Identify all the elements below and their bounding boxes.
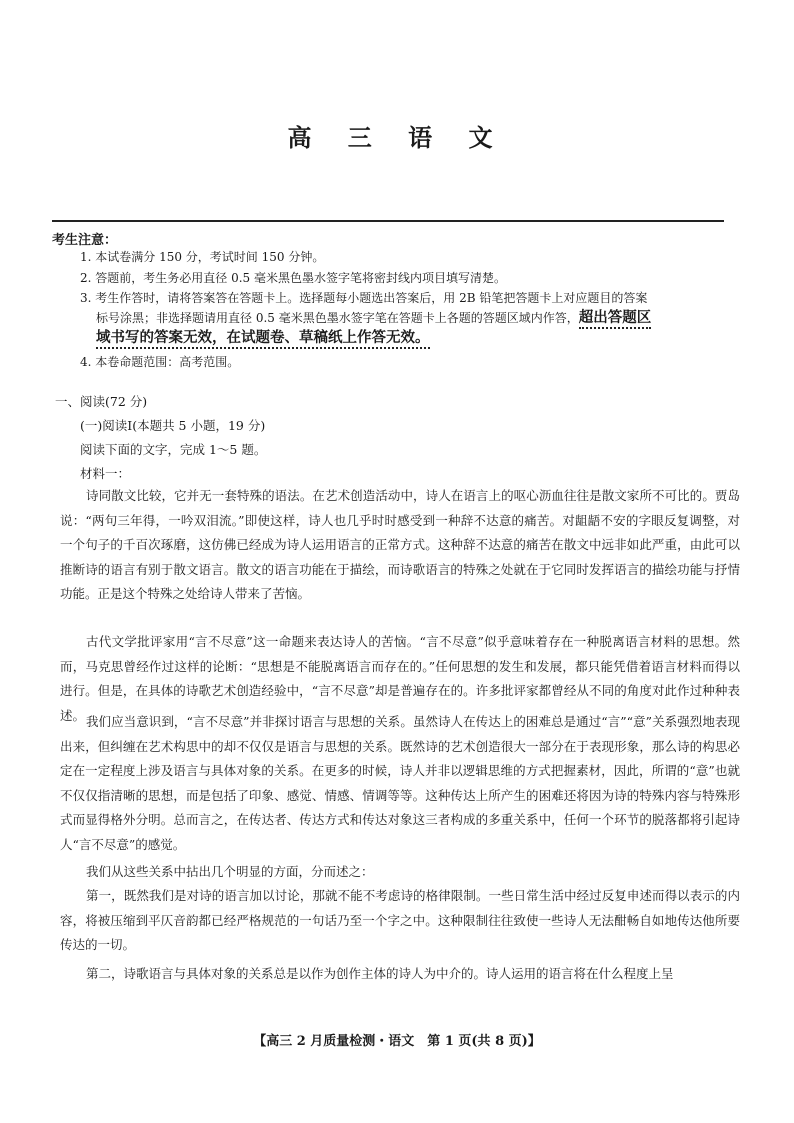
notice-heading: 考生注意： <box>52 233 118 248</box>
paragraph-2: 古代文学批评家用“言不尽意”这一命题来表达诗人的苦恼。“言不尽意”似乎意味着存在一种脱离语言材料的思想。然而，马克思曾经作过这样的论断：“思想是不能脱离语言而存在的。”任何思想的发生和发展，都只能凭借着语言材料而得以进行。但是，在具体的诗歌艺术创造经验中，“言不尽意”却是普遍存在的。许多批评家都曾经从不同的角度对此作过种种表述。 <box>60 634 740 723</box>
paragraph-6: 第二，诗歌语言与具体对象的关系总是以作为创作主体的诗人为中介的。诗人运用的语言将在什么程度上呈 <box>86 966 674 981</box>
paragraph-3: 我们应当意识到，“言不尽意”并非探讨语言与思想的关系。虽然诗人在传达上的困难总是通过“言”“意”关系强烈地表现出来，但纠缠在艺术构思中的却不仅仅是语言与思想的关系。既然诗的艺术创造很大一部分在于表现形象，那么诗的构思必定在一定程度上涉及语言与具体对象的关系。在更多的时候，诗人并非以逻辑思维的方式把握素材，因此，所谓的“意”也就不仅仅指清晰的思想，而是包括了印象、感觉、情感、情调等等。这种传达上所产生的困难还将因为诗的特殊内容与特殊形式而显得格外分明。总而言之，在传达者、传达方式和传达对象这三者构成的多重关系中，任何一个环节的脱落都将引起诗人“言不尽意”的感觉。 <box>60 714 740 852</box>
instruction: 阅读下面的文字，完成 1～5 题。 <box>80 442 267 457</box>
material-label: 材料一： <box>80 466 131 481</box>
page-footer: 【高三 2 月质量检测・语文 第 1 页(共 8 页)】 <box>253 1034 541 1049</box>
notice-line-3: 3. 考生作答时，请将答案答在答题卡上。选择题每小题选出答案后，用 2B 铅笔把答题卡上对应题目的答案 <box>80 291 648 305</box>
paragraph-5: 第一，既然我们是对诗的语言加以讨论，那就不能不考虑诗的格律限制。一些日常生活中经过反复申述而得以表示的内容，将被压缩到平仄音韵都已经严格规范的一句话乃至一个字之中。这种限制往往致使一些诗人无法酣畅自如地传达他所要传达的一切。 <box>60 888 740 953</box>
notice-line-4 <box>96 310 651 326</box>
notice-line-5 <box>96 330 430 346</box>
notice-line-4-text: 标号涂黑；非选择题请用直径 0.5 毫米黑色墨水签字笔在答题卡上各题的答题区域内作答， <box>96 311 579 325</box>
sub-section-heading: (一)阅读Ⅰ(本题共 5 小题，19 分) <box>80 418 266 433</box>
notice-emphasis-end: 域书写的答案无效，在试题卷、草稿纸上作答无效。 <box>96 329 430 349</box>
notice-line-2: 2. 答题前，考生务必用直径 0.5 毫米黑色墨水签字笔将密封线内项目填写清楚。 <box>80 271 506 285</box>
page-title: 高 三 语 文 <box>287 123 507 152</box>
section-heading: 一、阅读(72 分) <box>55 394 148 409</box>
notice-line-1: 1. 本试卷满分 150 分，考试时间 150 分钟。 <box>80 250 325 264</box>
notice-line-6: 4. 本卷命题范围：高考范围。 <box>80 355 240 369</box>
paragraph-1: 诗同散文比较，它并无一套特殊的语法。在艺术创造活动中，诗人在语言上的呕心沥血往往是散文家所不可比的。贾岛说：“两句三年得，一吟双泪流。”即使这样，诗人也几乎时时感受到一种辞不达意的痛苦。对龃龉不安的字眼反复调整，对一个句子的千百次琢磨，这仿佛已经成为诗人运用语言的正常方式。这种辞不达意的痛苦在散文中远非如此严重，由此可以推断诗的语言有别于散文语言。散文的语言功能在于描绘，而诗歌语言的特殊之处就在于它同时发挥语言的描绘功能与抒情功能。正是这个特殊之处给诗人带来了苦恼。 <box>60 488 740 602</box>
paragraph-4: 我们从这些关系中拈出几个明显的方面，分而述之： <box>86 864 374 879</box>
divider <box>52 220 724 222</box>
notice-emphasis-start: 超出答题区 <box>579 309 652 329</box>
